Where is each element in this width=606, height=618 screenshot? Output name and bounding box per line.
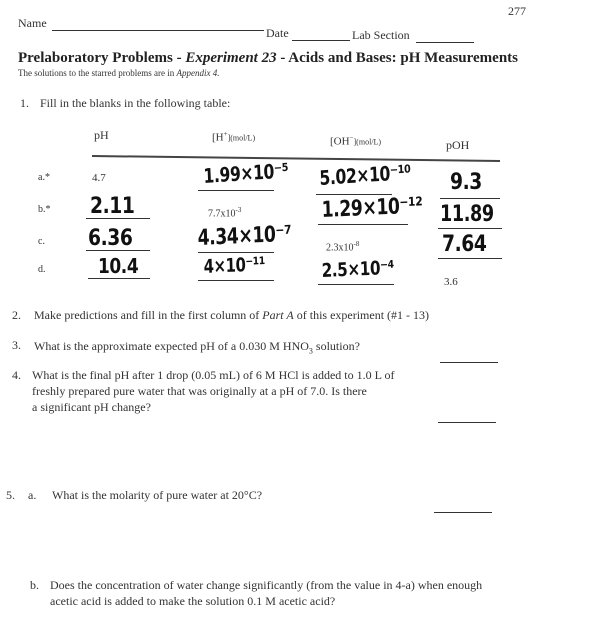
- name-label: Name: [18, 16, 47, 30]
- q1-number: 1.: [20, 96, 29, 110]
- q5-a-answer-line: [434, 512, 492, 513]
- q5-a-label: a.: [28, 488, 37, 502]
- row-d-label: d.: [38, 264, 46, 275]
- table-header-rule: [92, 155, 500, 162]
- date-label: Date: [266, 26, 289, 40]
- row-d-ph-line: [88, 278, 150, 279]
- row-a-poh: 9.3: [450, 170, 482, 195]
- q5-b-label: b.: [30, 578, 39, 592]
- lab-section-line: [416, 42, 474, 43]
- q4-line-1: What is the final pH after 1 drop (0.05 mL) of 6 M HCl is added to 1.0 L of: [32, 368, 395, 382]
- q4-line-3: a significant pH change?: [32, 400, 151, 414]
- row-b-poh-line: [438, 228, 502, 229]
- row-b-poh: 11.89: [440, 202, 494, 227]
- row-b-h: $7.7x10^{-3}$: [208, 206, 242, 220]
- row-d-ph: 10.4: [98, 254, 139, 278]
- subtitle: The solutions to the starred problems are in Appendix 4.: [18, 68, 220, 78]
- q5-b-line-1: Does the concentration of water change significantly (from the value in 4-a) when enough: [50, 578, 483, 592]
- header-h: [H+](mol/L): [212, 130, 256, 144]
- q5-number: 5.: [6, 488, 15, 502]
- lab-section-label: Lab Section: [352, 28, 410, 42]
- q2-text: Make predictions and fill in the first column of Part A of this experiment (#1 - 13): [34, 308, 430, 322]
- row-a-oh: 5.02×10⁻¹⁰: [319, 159, 412, 190]
- q3-number: 3.: [12, 338, 21, 352]
- row-c-oh: $2.3x10^{-8}$: [326, 240, 360, 254]
- q3-answer-line: [440, 362, 498, 363]
- row-d-poh: 3.6: [444, 276, 458, 288]
- q3-text: What is the approximate expected pH of a 0.030 M $HNO_3$ solution?: [34, 339, 360, 356]
- row-c-ph: 6.36: [88, 226, 133, 251]
- q2-number: 2.: [12, 308, 21, 322]
- row-d-oh-line: [318, 284, 394, 285]
- q4-line-2: freshly prepared pure water that was originally at a pH of 7.0. Is there: [32, 384, 367, 398]
- row-c-ph-line: [86, 250, 150, 251]
- q5-b-line-2: acetic acid is added to make the solution 0.1 M acetic acid?: [50, 594, 336, 608]
- row-b-ph: 2.11: [90, 194, 135, 219]
- name-line: [52, 30, 264, 31]
- page-title: Prelaboratory Problems - Experiment 23 - Acids and Bases: pH Measurements: [18, 50, 518, 66]
- row-c-poh-line: [438, 258, 502, 259]
- row-b-label: b.*: [38, 204, 51, 215]
- header-ph: pH: [94, 128, 109, 142]
- row-c-label: c.: [38, 236, 45, 247]
- row-c-h: 4.34×10⁻⁷: [197, 221, 292, 251]
- row-b-oh: 1.29×10⁻¹²: [321, 193, 423, 223]
- row-a-h-line: [198, 190, 274, 191]
- row-d-oh: 2.5×10⁻⁴: [321, 256, 395, 282]
- row-a-poh-line: [440, 198, 500, 199]
- row-d-h: 4×10⁻¹¹: [203, 253, 266, 278]
- q4-answer-line: [438, 422, 496, 423]
- row-d-h-line: [198, 280, 274, 281]
- q5-a-text: What is the molarity of pure water at 20°C?: [52, 488, 263, 502]
- header-poh: pOH: [446, 138, 470, 152]
- header-oh: [OH−](mol/L): [330, 134, 382, 148]
- q4-number: 4.: [12, 368, 21, 382]
- row-a-label: a.*: [38, 172, 50, 183]
- row-c-poh: 7.64: [442, 232, 487, 257]
- page-number: 277: [508, 4, 526, 18]
- row-b-oh-line: [318, 224, 408, 225]
- q1-text: Fill in the blanks in the following table:: [40, 96, 231, 110]
- row-a-h: 1.99×10⁻⁵: [203, 158, 289, 188]
- row-a-ph: 4.7: [92, 172, 106, 184]
- row-b-ph-line: [86, 218, 150, 219]
- date-line: [292, 40, 350, 41]
